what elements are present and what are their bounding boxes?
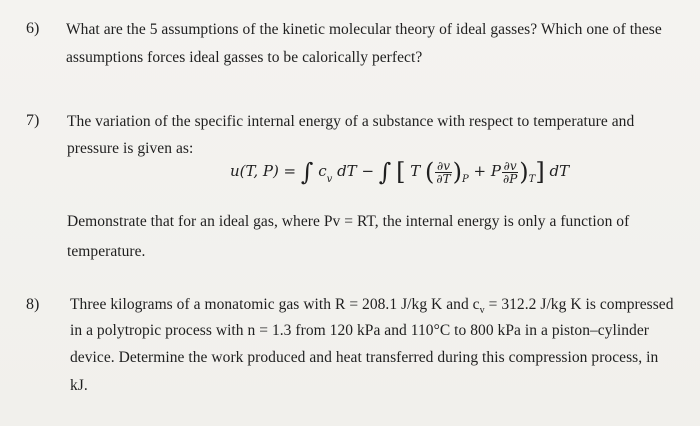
formula-plus: +	[473, 162, 487, 180]
fraction-2-denominator: ∂P	[502, 171, 518, 186]
formula-subscript-T: T	[528, 174, 536, 185]
question-7-number: 7)	[26, 112, 40, 129]
formula-dT: dT	[549, 162, 570, 180]
question-8-line-3: device. Determine the work produced and heat transferred during this compression process, in	[70, 349, 659, 366]
fraction-2-numerator: ∂v	[503, 158, 517, 173]
internal-energy-formula	[230, 158, 569, 186]
formula-integral-1: ∫	[300, 158, 314, 186]
formula-cv: c	[318, 162, 327, 180]
formula-integral-2: ∫	[378, 158, 392, 186]
question-8-line-2: in a polytropic process with n = 1.3 from 120 kPa and 110°C to 800 kPa in a piston–cylinder	[70, 322, 649, 339]
formula-paren-open-1: (	[425, 158, 435, 186]
question-8-line-4: kJ.	[70, 377, 88, 394]
question-8-line-1-start: Three kilograms of a monatomic gas with R = 208.1 J/kg K and c	[70, 296, 480, 313]
question-8-cv-subscript: v	[479, 305, 485, 317]
formula-P: P	[490, 162, 501, 180]
formula-bracket-close: ]	[535, 158, 545, 186]
formula-fraction-dv-dP	[502, 160, 518, 185]
formula-T: T	[410, 162, 421, 180]
question-7-line-1: The variation of the specific internal energy of a substance with respect to temperature and	[67, 113, 635, 130]
formula-cv-sub: v	[326, 174, 333, 185]
fraction-1-denominator: ∂T	[436, 171, 451, 186]
formula-dT-minus: dT −	[337, 162, 375, 180]
question-7-line-3: Demonstrate that for an ideal gas, where Pv = RT, the internal energy is only a function of	[67, 213, 630, 230]
question-8-line-1	[70, 296, 674, 316]
question-8-number: 8)	[26, 296, 40, 313]
formula-bracket-open: [	[396, 158, 406, 186]
question-7-line-2: pressure is given as:	[67, 140, 194, 157]
question-6-line-1: What are the 5 assumptions of the kinetic molecular theory of ideal gasses? Which one of these	[66, 21, 662, 38]
question-6-line-2: assumptions forces ideal gasses to be calorically perfect?	[66, 49, 423, 66]
formula-fraction-dv-dT	[435, 160, 451, 185]
question-6-number: 6)	[26, 20, 40, 37]
formula-subscript-P: P	[462, 174, 469, 185]
formula-lhs: u(T, P) =	[230, 162, 297, 180]
question-8-line-1-end: = 312.2 J/kg K is compressed	[484, 296, 674, 313]
formula-paren-close-1: )	[452, 158, 463, 186]
question-7-line-4: temperature.	[67, 243, 146, 260]
formula-paren-close-2: )	[519, 158, 529, 186]
fraction-1-numerator: ∂v	[437, 158, 451, 173]
